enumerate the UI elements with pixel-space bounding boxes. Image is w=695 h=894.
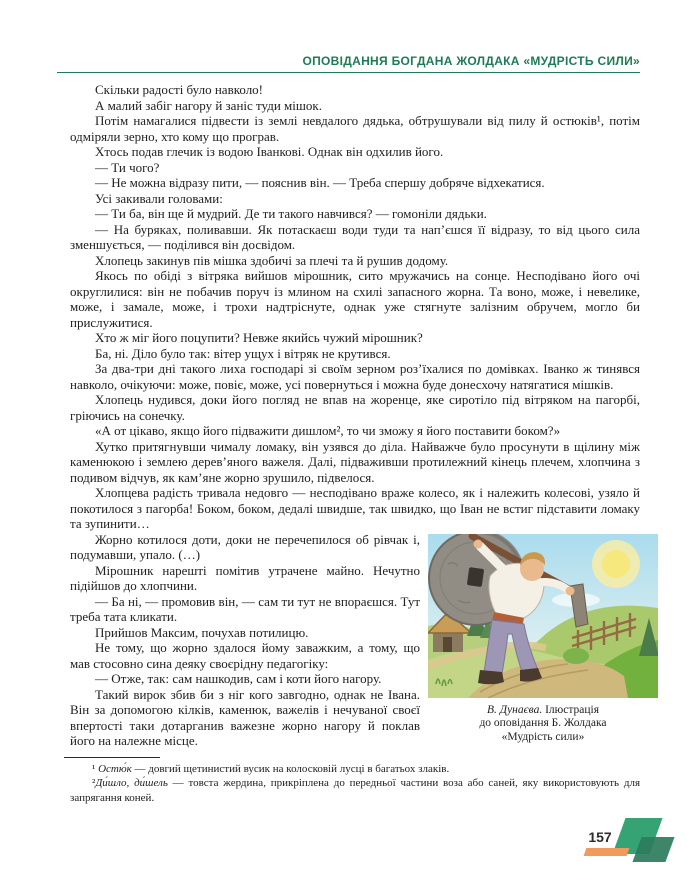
figure-caption xyxy=(428,704,658,745)
paragraph: Хто ж міг його поцупити? Невже якийсь чужий мірошник? xyxy=(95,330,423,345)
caption-line: «Мудрість сили» xyxy=(501,730,585,743)
footnote xyxy=(70,776,640,805)
footnote-text: — товста жердина, прикріплена до передньої частини воза або саней, яку використовують для запрягання коней. xyxy=(70,777,640,804)
paragraph: А малий забіг нагору й заніс туди мішок. xyxy=(95,97,322,113)
footnote-text: — довгий щетинистий вусик на колосковій лусці в багатьох злаків. xyxy=(131,762,450,775)
paragraph: — Ти ба, він ще й мудрий. Де ти такого навчився? — гомоніли дядьки. xyxy=(95,206,487,221)
footnote-list xyxy=(70,762,640,806)
paragraph: Усі закивали головами: xyxy=(95,190,223,206)
paragraph: — На буряках, поливавши. Як потаскаєш води туди та нап’єшся її відразу, то від цього сила зменшується, — поділився він досвідом. xyxy=(70,221,640,252)
page-number: 157 xyxy=(588,829,612,845)
paragraph: — Ти чого? xyxy=(95,159,160,175)
paragraph: — Отже, так: сам нашкодив, сам і коти його нагору. xyxy=(95,671,382,686)
footer-accent-orange xyxy=(584,848,630,856)
caption-line: до оповідання Б. Жолдака xyxy=(479,717,607,729)
paragraph: За два-три дні такого лиха господарі зі своїм зерном роз’їхалися по домівках. Іванко ж тинявся навколо, очікуючи: може, повіє, може, усі повернуться і можна буде донесхочу натягатися мішків. xyxy=(70,361,640,392)
paragraph: «А от цікаво, якщо його підважити дишлом², то чи зможу я його поставити боком?» xyxy=(95,423,561,438)
footnote-rule xyxy=(64,757,160,758)
footnotes xyxy=(70,749,640,806)
paragraph: Ба, ні. Діло було так: вітер ущух і вітряк не крутився. xyxy=(95,345,391,361)
paragraph: Прийшов Максим, почухав потилицю. xyxy=(95,624,309,640)
paragraph: Не тому, що жорно здалося йому заважким, а тому, що мав стосовно сина деяку своєрідну педагогіку: xyxy=(70,640,420,671)
footnote xyxy=(70,762,640,777)
paragraph: Скільки радості було навколо! xyxy=(95,82,264,97)
footnote-term: Остю́к xyxy=(98,762,132,775)
paragraph: Хлопець закинув пів мішка здобичі за плечі та й рушив додому. xyxy=(95,252,449,268)
paragraphs-full xyxy=(70,82,640,532)
footnote-term: Ди́шло, ди́шель xyxy=(95,777,168,789)
illustration-image xyxy=(428,534,658,698)
paragraph: Жорно котилося доти, доки не перечепилося об рівчак і, подумавши, упало. (…) xyxy=(70,531,420,562)
paragraph: Хтось подав глечик із водою Іванкові. Однак він одхилив його. xyxy=(95,144,444,159)
paragraph: Хутко притягнувши чималу ломаку, він узявся до діла. Найважче було просунути в щілину між каменюкою і землею дерев’яного важеля. Далі, підваживши протилежний кінець плечем, хлопчина з подивом відчув, як кам’яне жорно зрушило, підвелося. xyxy=(70,438,640,485)
paragraph: Якось по обіді з вітряка вийшов мірошник, сито мружачись на сонце. Несподівано його очі округлилися: він не побачив поруч із млином на схилі запасного жорна. Та воно, може, і невелике, може, і замале, може, і трохи надтріснуте, однак уже стягнуте залізним обручем, могло би прислужитися. xyxy=(70,268,640,330)
bush xyxy=(563,648,589,664)
body-text xyxy=(70,82,640,805)
paragraph: Мірошник нарешті помітив утрачене майно. Нечутно підійшов до хлопчини. xyxy=(70,562,420,593)
illustration-figure xyxy=(420,534,658,745)
footnote-marker: ¹ xyxy=(92,762,99,775)
paragraph: Хлопець нудився, доки його погляд не впав на жоренце, яке сиротіло під вітряком на пагорбі, гріючись на сонечку. xyxy=(70,392,640,423)
footnote-marker: ² xyxy=(92,777,96,789)
caption-line: В. Дунаєва. Ілюстрація xyxy=(486,703,600,716)
paragraph: Потім намагалися підвести із землі невдалого дядька, обтрушували від пилу й остюків¹, потім одміряли зерно, хто кому що програв. xyxy=(70,113,640,144)
paragraph: Хлопцева радість тривала недовго — несподівано враже колесо, як і належить колесові, узяло й покотилося з пагорба! Боком, боком, дедалі швидше, так швидко, що Іван не встиг підставити ломаку та зупинити… xyxy=(70,485,640,531)
paragraph: — Ба ні, — промовив він, — сам ти тут не впораєшся. Тут треба тата кликати. xyxy=(70,593,420,624)
paragraph: Такий вирок збив би з ніг кого завгодно, однак не Івана. Він за допомогою кілків, каменюк, важелів і нечуваної своєї впертості таки дотарганив важезне жорно нагору й поклав його на належне місце. xyxy=(70,686,420,748)
paragraph: — Не можна відразу пити, — пояснив він. — Треба спершу добряче відхекатися. xyxy=(95,175,545,190)
running-header: ОПОВІДАННЯ БОГДАНА ЖОЛДАКА «МУДРІСТЬ СИЛИ» xyxy=(57,54,640,73)
